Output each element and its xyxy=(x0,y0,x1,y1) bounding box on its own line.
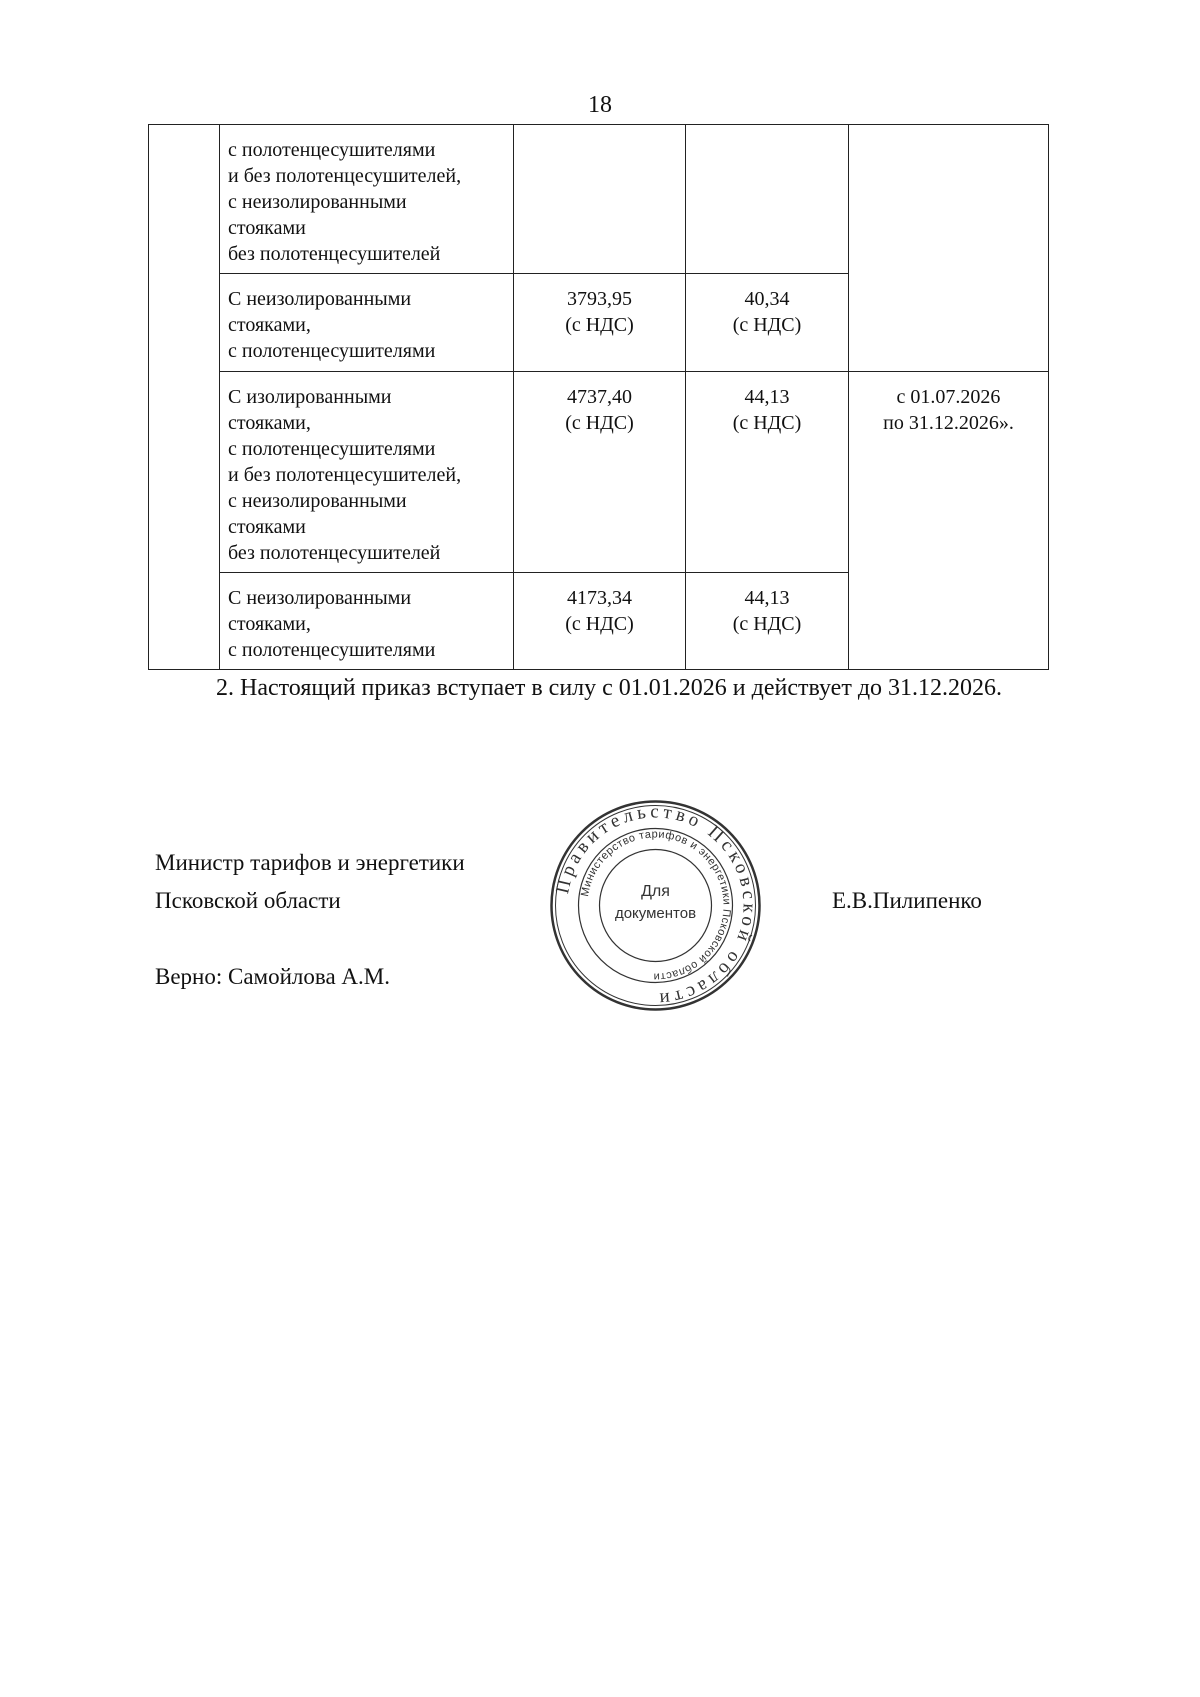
table-row xyxy=(149,372,1049,573)
certified-copy-note: Верно: Самойлова А.М. xyxy=(155,964,390,989)
description-cell: С неизолированными стояками, с полотенцесушителями xyxy=(220,274,514,372)
tariff-per-m3-cell: 44,13 (с НДС) xyxy=(686,573,849,670)
tariff-per-m3-cell: 40,34 (с НДС) xyxy=(686,274,849,372)
tariff-per-m3-cell: 44,13 (с НДС) xyxy=(686,372,849,573)
stamp-center-line1: Для xyxy=(641,883,670,900)
tariff-table xyxy=(148,124,1049,670)
period-cell: с 01.07.2026 по 31.12.2026». xyxy=(849,372,1049,670)
official-stamp xyxy=(548,798,763,1013)
tariff-per-m3-cell xyxy=(686,125,849,274)
tariff-cell: 3793,95 (с НДС) xyxy=(514,274,686,372)
table-row xyxy=(149,125,1049,274)
tariff-cell: 4737,40 (с НДС) xyxy=(514,372,686,573)
page-number: 18 xyxy=(588,92,612,118)
tariff-cell xyxy=(514,125,686,274)
description-cell: С изолированными стояками, с полотенцесушителями и без полотенцесушителей, с неизолированными стояками без полотенцесушителей xyxy=(220,372,514,573)
signatory-position-line2: Псковской области xyxy=(155,888,341,913)
number-cell xyxy=(149,125,220,670)
signatory-name: Е.В.Пилипенко xyxy=(832,888,982,913)
description-cell: С неизолированными стояками, с полотенцесушителями xyxy=(220,573,514,670)
effective-date-clause: 2. Настоящий приказ вступает в силу с 01.01.2026 и действует до 31.12.2026. xyxy=(216,675,1003,701)
stamp-inner-text: Министерство тарифов и энергетики Псковской области xyxy=(579,828,733,983)
description-cell: с полотенцесушителями и без полотенцесушителей, с неизолированными стояками без полотенцесушителей xyxy=(220,125,514,274)
signatory-position-line1: Министр тарифов и энергетики xyxy=(155,850,465,875)
period-cell xyxy=(849,125,1049,372)
stamp-center-line2: документов xyxy=(614,905,697,922)
stamp-outer-text: Правительство Псковской области xyxy=(552,801,760,1010)
tariff-cell: 4173,34 (с НДС) xyxy=(514,573,686,670)
